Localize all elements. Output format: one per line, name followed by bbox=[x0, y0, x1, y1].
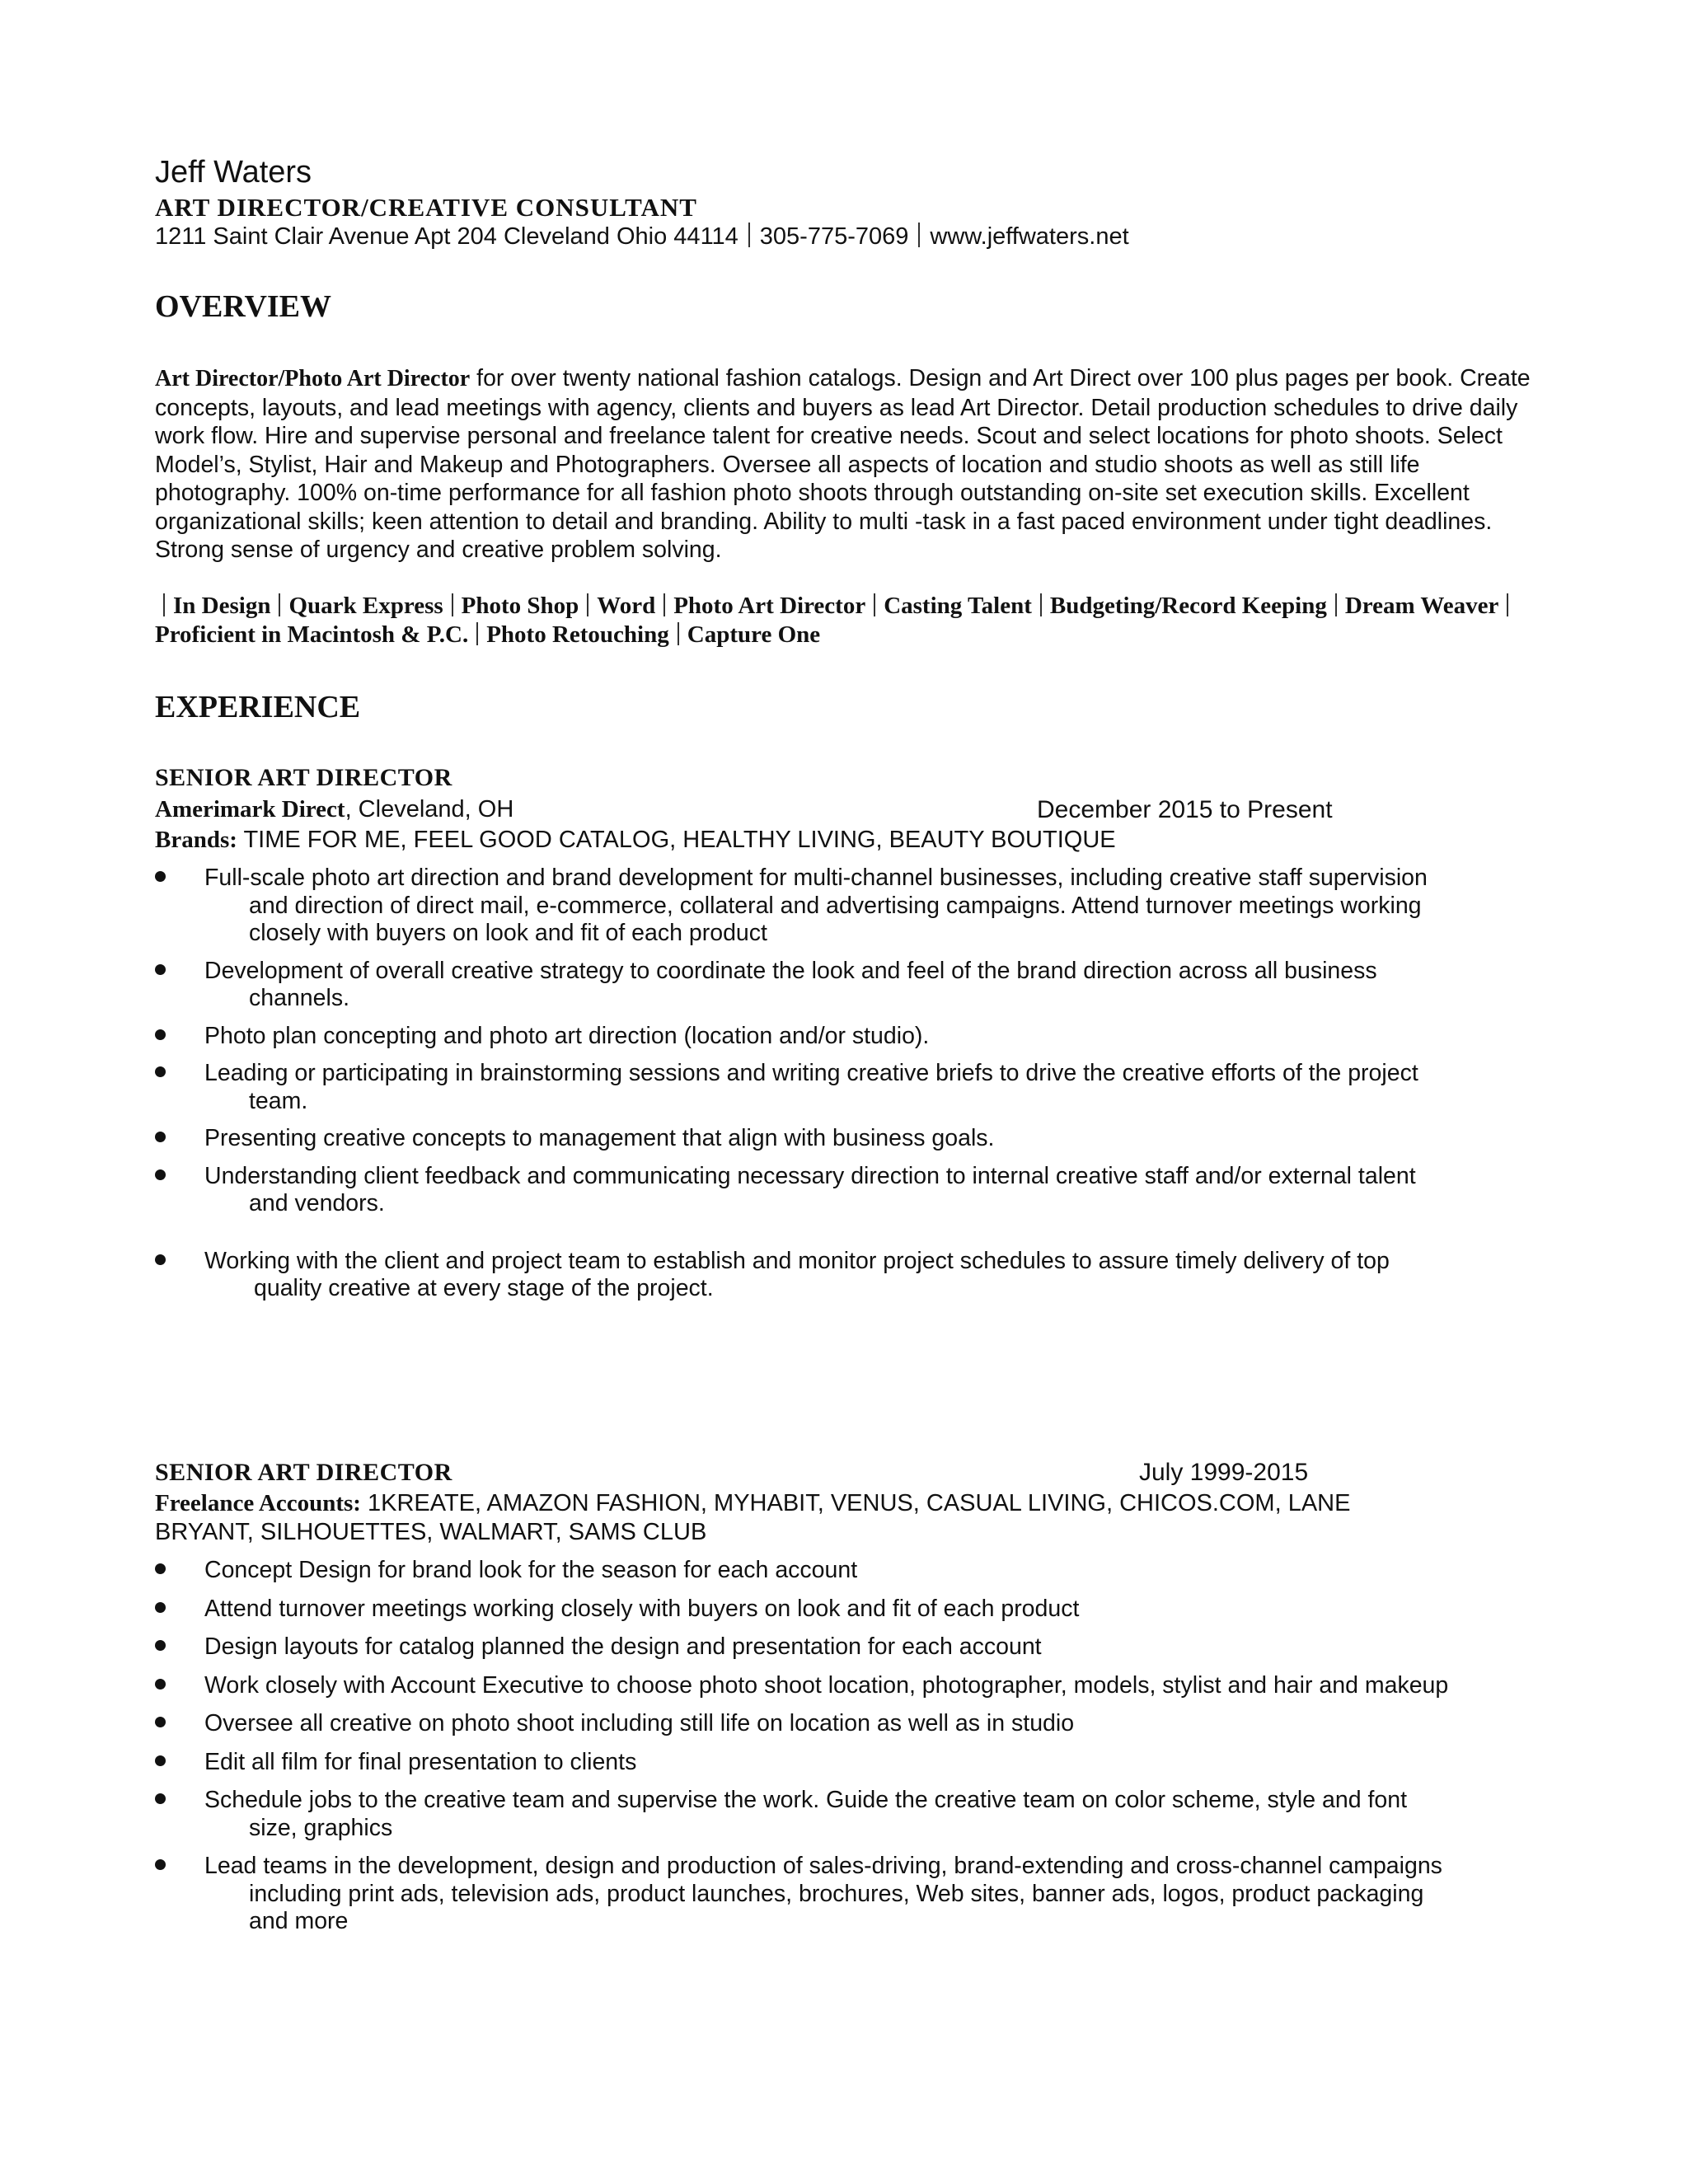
list-item: Working with the client and project team to establish and monitor project schedules to assure timely delivery of top quality creative at every stage of the project. bbox=[155, 1248, 1548, 1303]
job2-accounts: 1KREATE, AMAZON FASHION, MYHABIT, VENUS, CASUAL LIVING, CHICOS.COM, LANE bbox=[360, 1490, 1351, 1516]
address: 1211 Saint Clair Avenue Apt 204 Cleveland Ohio 44114 bbox=[155, 223, 738, 250]
job2-dates: July 1999-2015 bbox=[1139, 1459, 1309, 1486]
list-item: Presenting creative concepts to management that align with business goals. bbox=[155, 1125, 1548, 1153]
list-item: Concept Design for brand look for the season for each account bbox=[155, 1557, 1548, 1585]
bullet-icon bbox=[155, 1679, 166, 1690]
skill-item: Word bbox=[597, 593, 656, 619]
skill-item: Budgeting/Record Keeping bbox=[1049, 593, 1327, 619]
overview-body: for over twenty national fashion catalogs. Design and Art Direct over 100 plus pages per book. Create concepts, layouts, and lead meetings with agency, clients and buyers as lead Art Director. Detail production schedules to drive daily work flow. Hire and supervise personal and freelance talent for creative needs. Scout and select locations for photo shoots. Select Model’s, Stylist, Hair and Makeup and Photographers. Oversee all aspects of location and studio shoots as well as still life photography. 100% on-time performance for all fashion photo shoots through outstanding on-site set execution skills. Excellent organizational skills; keen attention to detail and branding. Ability to multi -task in a fast paced environment under tight deadlines. Strong sense of urgency and creative problem solving. bbox=[155, 365, 1531, 563]
bullet-icon bbox=[155, 1717, 166, 1727]
bullet-icon bbox=[155, 1132, 166, 1142]
list-item: Attend turnover meetings working closely with buyers on look and fit of each product bbox=[155, 1596, 1548, 1624]
skill-item: Casting Talent bbox=[884, 593, 1032, 619]
list-item: Oversee all creative on photo shoot including still life on location as well as in studio bbox=[155, 1710, 1548, 1738]
overview-heading: OVERVIEW bbox=[155, 289, 332, 324]
phone: 305-775-7069 bbox=[759, 223, 909, 250]
bullet-icon bbox=[155, 964, 166, 975]
bullet-icon bbox=[155, 871, 166, 882]
job1-brands-label: Brands: bbox=[155, 827, 237, 853]
skill-item: Proficient in Macintosh & P.C. bbox=[155, 621, 469, 648]
bullet-icon bbox=[155, 1859, 166, 1870]
skill-item: Photo Retouching bbox=[486, 621, 669, 648]
list-item: Development of overall creative strategy to coordinate the look and feel of the brand direction across all business channels. bbox=[155, 958, 1548, 1013]
candidate-title: ART DIRECTOR/CREATIVE CONSULTANT bbox=[155, 193, 697, 222]
list-item: Design layouts for catalog planned the design and presentation for each account bbox=[155, 1633, 1548, 1661]
separator bbox=[748, 223, 750, 247]
list-item: Edit all film for final presentation to clients bbox=[155, 1749, 1548, 1777]
list-item: Full-scale photo art direction and brand development for multi-channel businesses, including creative staff supervision and direction of direct mail, e-commerce, collateral and advertising campaigns. Attend turnover meetings working closely with buyers on look and fit of each product bbox=[155, 865, 1548, 948]
separator bbox=[918, 223, 920, 247]
experience-heading: EXPERIENCE bbox=[155, 690, 361, 724]
contact-line bbox=[155, 223, 1129, 251]
skill-item: Dream Weaver bbox=[1344, 593, 1499, 619]
list-item: Understanding client feedback and communicating necessary direction to internal creative staff and/or external talent and vendors. bbox=[155, 1163, 1548, 1218]
job1-company: Amerimark Direct bbox=[155, 796, 345, 823]
bullet-icon bbox=[155, 1563, 166, 1574]
skill-item: Capture One bbox=[687, 621, 821, 648]
website-link[interactable]: www.jeffwaters.net bbox=[930, 223, 1129, 250]
job2-bullets bbox=[155, 1557, 1548, 1936]
list-item: Lead teams in the development, design and production of sales-driving, brand-extending and cross-channel campaigns including print ads, television ads, product launches, brochures, Web sites, banner ads, logos, product packaging and more bbox=[155, 1853, 1548, 1936]
job2-accounts-line-2: BRYANT, SILHOUETTES, WALMART, SAMS CLUB bbox=[155, 1519, 707, 1545]
job1-company-line bbox=[155, 796, 513, 823]
bullet-icon bbox=[155, 1029, 166, 1040]
list-item: Photo plan concepting and photo art direction (location and/or studio). bbox=[155, 1023, 1548, 1051]
job1-title: SENIOR ART DIRECTOR bbox=[155, 764, 452, 791]
job2-accounts-label: Freelance Accounts: bbox=[155, 1490, 361, 1516]
job1-dates: December 2015 to Present bbox=[1037, 796, 1333, 823]
candidate-name: Jeff Waters bbox=[155, 155, 312, 190]
overview-lead: Art Director/Photo Art Director bbox=[155, 366, 471, 391]
skills-list bbox=[155, 592, 1540, 649]
overview-paragraph bbox=[155, 364, 1531, 565]
bullet-icon bbox=[155, 1793, 166, 1804]
list-item: Schedule jobs to the creative team and supervise the work. Guide the creative team on color scheme, style and font size, graphics bbox=[155, 1787, 1548, 1842]
skill-item: In Design bbox=[173, 593, 271, 619]
skill-item: Photo Shop bbox=[461, 593, 579, 619]
skill-item: Quark Express bbox=[288, 593, 443, 619]
skill-item: Photo Art Director bbox=[673, 593, 866, 619]
job1-location: , Cleveland, OH bbox=[345, 796, 514, 823]
job1-brands: TIME FOR ME, FEEL GOOD CATALOG, HEALTHY LIVING, BEAUTY BOUTIQUE bbox=[237, 827, 1116, 853]
bullet-icon bbox=[155, 1640, 166, 1651]
bullet-icon bbox=[155, 1066, 166, 1077]
job2-title: SENIOR ART DIRECTOR bbox=[155, 1459, 452, 1486]
list-item: Leading or participating in brainstorming sessions and writing creative briefs to drive the creative efforts of the project team. bbox=[155, 1060, 1548, 1115]
bullet-icon bbox=[155, 1254, 166, 1265]
bullet-icon bbox=[155, 1169, 166, 1180]
job1-brands-line bbox=[155, 827, 1116, 854]
bullet-icon bbox=[155, 1602, 166, 1613]
list-item: Work closely with Account Executive to choose photo shoot location, photographer, models, stylist and hair and makeup bbox=[155, 1672, 1548, 1700]
job1-bullets bbox=[155, 865, 1548, 1303]
job2-accounts-line bbox=[155, 1490, 1350, 1517]
bullet-icon bbox=[155, 1755, 166, 1766]
